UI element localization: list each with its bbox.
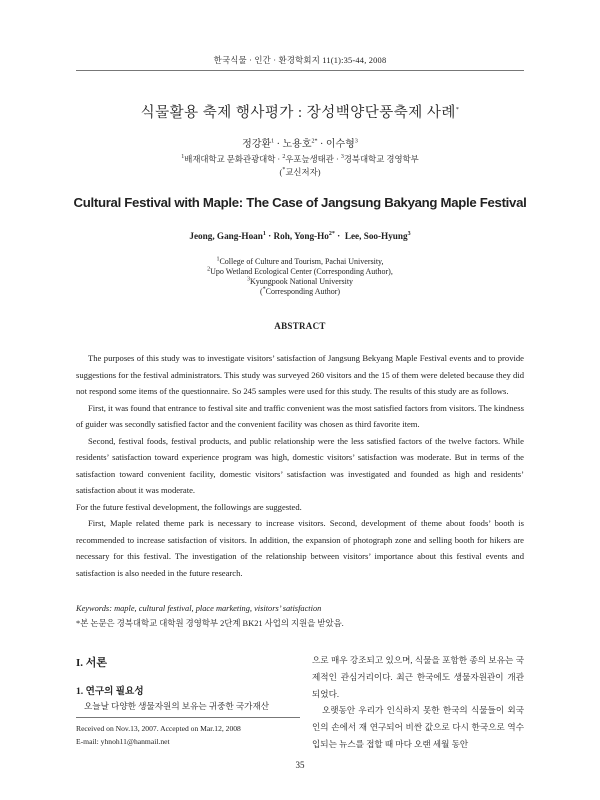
korean-author-2: 노용호 <box>282 139 312 150</box>
korean-author-2-sup: 2* <box>311 138 318 145</box>
english-aff-3-text: Kyungpook National University <box>249 277 354 286</box>
body-right-column <box>312 652 524 753</box>
english-affiliation-3 <box>0 277 600 287</box>
english-affiliation-1 <box>0 257 600 267</box>
english-affiliation-4: (*Corresponding Author) <box>259 286 341 296</box>
english-author-3-sup: 3 <box>407 230 411 237</box>
english-affiliation-2 <box>0 267 600 277</box>
english-aff-4-text: Corresponding Author) <box>265 287 341 296</box>
korean-author-1-sup: 1 <box>271 138 275 145</box>
aff-sup: * <box>262 286 266 293</box>
author-separator: · <box>265 231 274 241</box>
korean-title-text: 식물활용 축제 행사평가 : 장성백양단풍축제 사례 <box>140 105 456 121</box>
received-date: Received on Nov.13, 2007. Accepted on Mar.12, 2008 <box>76 724 241 733</box>
author-separator: · <box>274 139 283 150</box>
corr-sup: * <box>282 167 286 174</box>
section-title: I. 서론 <box>76 657 108 669</box>
korean-corresponding: (*교신저자) <box>279 167 321 177</box>
korean-author-3-sup: 3 <box>354 138 358 145</box>
english-author-2-sup: 2* <box>328 230 335 237</box>
korean-aff-3: 경북대학교 경영학부 <box>343 155 419 164</box>
author-separator: · <box>317 139 326 150</box>
body-paragraph-right-2: 오랫동안 우리가 인식하지 못한 한국의 식물들이 외국인의 손에서 재 연구되어 비싼 값으로 다시 한국으로 역수입되는 뉴스를 접할 때 마다 오랜 세월 동안 <box>312 705 524 749</box>
english-author-2: Roh, Yong-Ho <box>273 231 329 241</box>
footnote-rule <box>76 717 300 718</box>
aff-sup: 3 <box>246 276 250 283</box>
english-author-1: Jeong, Gang-Hoan <box>189 231 263 241</box>
abstract-body <box>76 350 524 581</box>
english-authors <box>0 231 600 241</box>
english-author-1-sup: 1 <box>262 230 266 237</box>
abstract-heading: ABSTRACT <box>274 321 326 331</box>
author-separator: · <box>334 231 345 241</box>
korean-author-3: 이수형 <box>325 139 355 150</box>
corresponding-email: E-mail: yhnoh11@hanmail.net <box>76 737 170 746</box>
korean-affiliations <box>0 153 600 165</box>
funding-note: *본 논문은 경북대학교 대학원 경영학부 2단계 BK21 사업의 지원을 받았음. <box>76 619 344 628</box>
aff-sup: 3 <box>340 154 344 161</box>
english-author-3: Lee, Soo-Hyung <box>344 231 408 241</box>
abstract-paragraph: First, Maple related theme park is necessary to increase visitors. Second, development of theme about foods’ booth is recommended to increase satisfaction of visitors. In addition, the expansion of photograph zone and selling booth for hikers are necessary for this festival. The investigation of the relationship between visitors’ importance about this festival events and satisfaction is also needed in the future research. <box>76 518 524 578</box>
abstract-paragraph: The purposes of this study was to investigate visitors’ satisfaction of Jangsung Bekyang Maple Festival events and to provide suggestions for the festival administrators. This study was surveyed 260 visitors and the 15 of them were deleted because they did not respond some items of the questionnaire. So 245 samples were used for this study. The results of this study are as follows. <box>76 353 524 396</box>
korean-aff-2: 우포늪생태관 · <box>285 155 341 164</box>
korean-corresponding-label: 교신저자 <box>285 168 318 177</box>
aff-sup: 2 <box>282 154 286 161</box>
korean-author-1: 정강환 <box>242 139 272 150</box>
aff-sup: 1 <box>181 154 185 161</box>
english-aff-2-text: Upo Wetland Ecological Center (Corresponding Author), <box>210 267 393 276</box>
korean-aff-1: 배재대학교 문화관광대학 · <box>184 155 283 164</box>
abstract-paragraph: For the future festival development, the followings are suggested. <box>76 501 302 512</box>
keywords: Keywords: maple, cultural festival, place marketing, visitors’ satisfaction <box>76 604 322 613</box>
english-aff-1-text: College of Culture and Tourism, Pachai University, <box>219 257 384 266</box>
aff-sup: 2 <box>207 266 211 273</box>
header-rule <box>76 70 524 71</box>
title-footnote-mark: * <box>455 107 460 114</box>
abstract-paragraph: First, it was found that entrance to festival site and traffic convenient was the most satisfied factors from visitors. The kindness of guider was secondly satisfied factor and the convenient facility was chosen as third favorite item. <box>76 402 524 429</box>
running-head: 한국식물 · 인간 · 환경학회지 11(1):35-44, 2008 <box>213 56 387 65</box>
page-number: 35 <box>295 760 305 770</box>
abstract-paragraph: Second, festival foods, festival products, and public relationship were the less satisfied factors of the twelve factors. While residents’ satisfaction toward experience program was high, domestic visitors’ satisfaction was moderate. But in terms of the satisfaction toward convenient facility, domestic visitors’ satisfaction was investigated and founded as high and residents’ satisfaction about it was moderate. <box>76 435 524 495</box>
english-title: Cultural Festival with Maple: The Case of Jangsung Bakyang Maple Festival <box>73 195 527 210</box>
subsection-title: 1. 연구의 필요성 <box>76 686 144 697</box>
body-paragraph-left: 오늘날 다양한 생물자원의 보유는 귀중한 국가재산 <box>84 701 270 711</box>
korean-title <box>0 101 600 122</box>
korean-authors <box>0 135 600 150</box>
body-paragraph-right-1: 으로 매우 강조되고 있으며, 식물을 포함한 종의 보유는 국제적인 관심거리이다. 최근 한국에도 생물자원관이 개관되었다. <box>312 655 524 699</box>
aff-sup: 1 <box>216 256 220 263</box>
